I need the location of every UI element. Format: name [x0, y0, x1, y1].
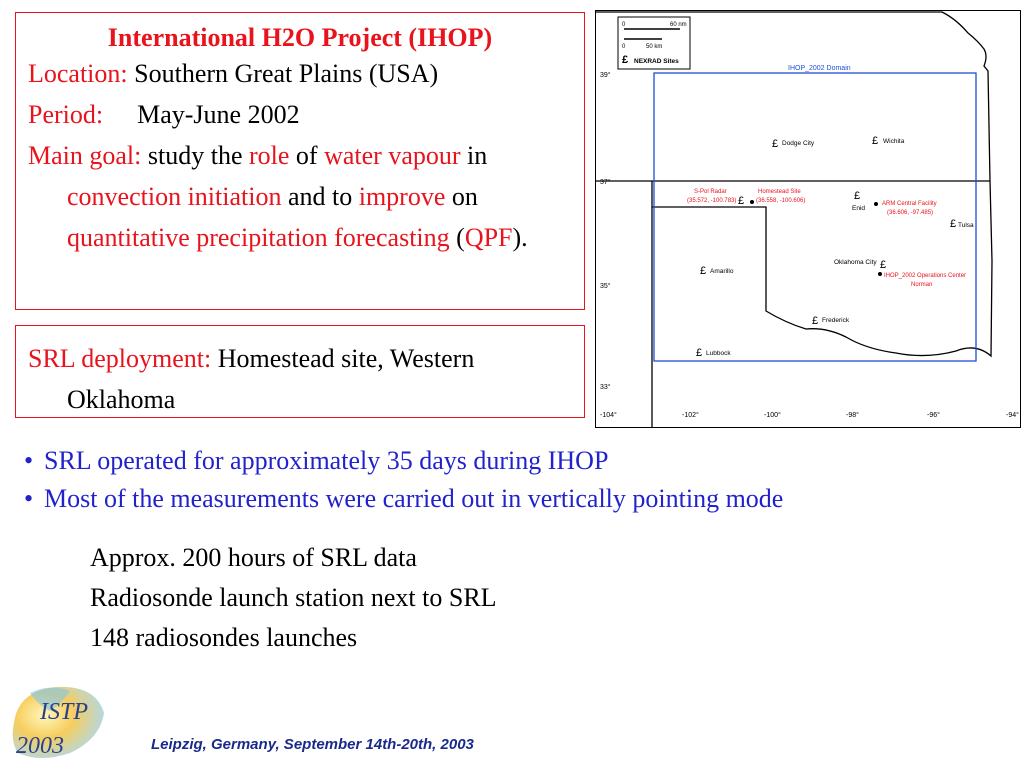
goal-text-9: on	[451, 182, 478, 211]
lat-39: 39°	[600, 72, 611, 79]
scale-zero-km: 0	[622, 44, 626, 50]
homestead-coords: (36.558, -100.606)	[756, 198, 806, 204]
scale-km: 50 km	[646, 44, 663, 50]
goal-text-2: role	[248, 141, 290, 170]
nexrad-icon: £	[950, 218, 957, 230]
fact-line: 148 radiosondes launches	[90, 623, 358, 652]
site-tulsa: Tulsa	[958, 222, 974, 229]
srl-deployment-text	[28, 338, 572, 420]
goal-text-6: convection initiation	[67, 182, 282, 211]
state-borders	[596, 12, 992, 427]
srl-facts	[90, 538, 497, 658]
goal-text-4: water vapour	[324, 141, 461, 170]
goal-text-10: quantitative precipitation forecasting	[67, 223, 450, 252]
srl-value: Homestead site, Western Oklahoma	[67, 344, 475, 414]
goal-text-3: of	[295, 141, 318, 170]
period-line	[28, 94, 572, 135]
scale-nm: 60 nm	[670, 22, 687, 28]
logo-text-2: 2003	[16, 733, 64, 759]
goal-label: Main goal:	[28, 141, 142, 170]
ihop-domain-map	[595, 10, 1021, 428]
nexrad-icon: £	[772, 138, 779, 150]
scale-zero-nm: 0	[622, 22, 626, 28]
map-svg	[596, 11, 1020, 427]
lat-35: 35°	[600, 283, 611, 290]
lon-94: -94°	[1006, 412, 1019, 419]
ops-center-marker	[878, 272, 882, 276]
srl-deployment-box	[15, 325, 585, 418]
bullet-item	[24, 442, 1024, 480]
lon-96: -96°	[927, 412, 940, 419]
homestead-marker	[750, 200, 754, 204]
nexrad-icon: £	[854, 190, 861, 202]
nexrad-sites	[696, 135, 974, 359]
goal-text-13: ).	[512, 223, 528, 252]
ihop-summary-box	[15, 12, 585, 310]
site-amarillo: Amarillo	[710, 268, 734, 275]
goal-text-11: (	[456, 223, 465, 252]
site-frederick: Frederick	[822, 317, 850, 324]
arm-coords: (36.606, -97.485)	[887, 210, 934, 216]
period-value: May-June 2002	[137, 100, 300, 129]
nexrad-icon: £	[696, 347, 703, 359]
homestead-label: Homestead Site	[758, 189, 801, 195]
footer-text: Leipzig, Germany, September 14th-20th, 2003	[151, 736, 474, 753]
bullet-list	[24, 442, 1024, 518]
norman-label: Norman	[911, 282, 933, 288]
fact-line: Approx. 200 hours of SRL data	[90, 543, 417, 572]
bullet-item	[24, 480, 1024, 518]
lon-102: -102°	[682, 412, 699, 419]
goal-text-5: in	[467, 141, 488, 170]
location-label: Location:	[28, 59, 128, 88]
lon-100: -100°	[764, 412, 781, 419]
nexrad-icon: £	[872, 135, 879, 147]
arm-marker	[874, 202, 878, 206]
bullet-text: Most of the measurements were carried out in vertically pointing mode	[44, 484, 784, 513]
nexrad-icon: £	[738, 195, 745, 207]
logo-graphic	[10, 683, 108, 765]
goal-text-7: and to	[287, 182, 353, 211]
srl-label: SRL deployment:	[28, 344, 212, 373]
location-value: Southern Great Plains (USA)	[134, 59, 439, 88]
ops-center-label: IHOP_2002 Operations Center	[884, 273, 967, 279]
istp-logo	[10, 683, 108, 765]
lon-104: -104°	[600, 412, 617, 419]
legend-label: NEXRAD Sites	[634, 58, 679, 65]
scale-legend	[618, 17, 690, 69]
lat-33: 33°	[600, 384, 611, 391]
goal-text-1: study the	[147, 141, 243, 170]
nexrad-icon: £	[700, 265, 707, 277]
bullet-text: SRL operated for approximately 35 days during IHOP	[44, 446, 609, 475]
logo-text-1: ISTP	[40, 699, 88, 725]
lat-37: 37°	[600, 179, 611, 186]
site-dodge-city: Dodge City	[782, 140, 815, 147]
main-goal-paragraph	[28, 135, 572, 258]
nexrad-icon: £	[880, 259, 887, 271]
ihop-title: International H2O Project (IHOP)	[107, 23, 493, 52]
bullet-symbol: •	[24, 484, 34, 513]
bullet-symbol: •	[24, 446, 34, 475]
arm-label: ARM Central Facility	[882, 201, 937, 207]
period-label: Period:	[28, 100, 104, 129]
site-lubbock: Lubbock	[706, 350, 731, 357]
fact-line: Radiosonde launch station next to SRL	[90, 583, 497, 612]
goal-text-12: QPF	[464, 223, 513, 252]
location-line	[28, 53, 572, 94]
domain-label: IHOP_2002 Domain	[788, 65, 851, 72]
nexrad-icon: £	[812, 315, 819, 327]
spol-label: S-Pol Radar	[694, 189, 727, 195]
nexrad-icon: £	[622, 54, 629, 66]
site-okc: Oklahoma City	[834, 259, 877, 266]
latitude-labels	[600, 71, 611, 391]
longitude-labels	[600, 411, 1019, 419]
site-wichita: Wichita	[883, 138, 905, 145]
spol-coords: (35.572, -100.783)	[687, 198, 737, 204]
site-enid: Enid	[852, 205, 866, 212]
goal-text-8: improve	[358, 182, 446, 211]
lon-98: -98°	[846, 412, 859, 419]
